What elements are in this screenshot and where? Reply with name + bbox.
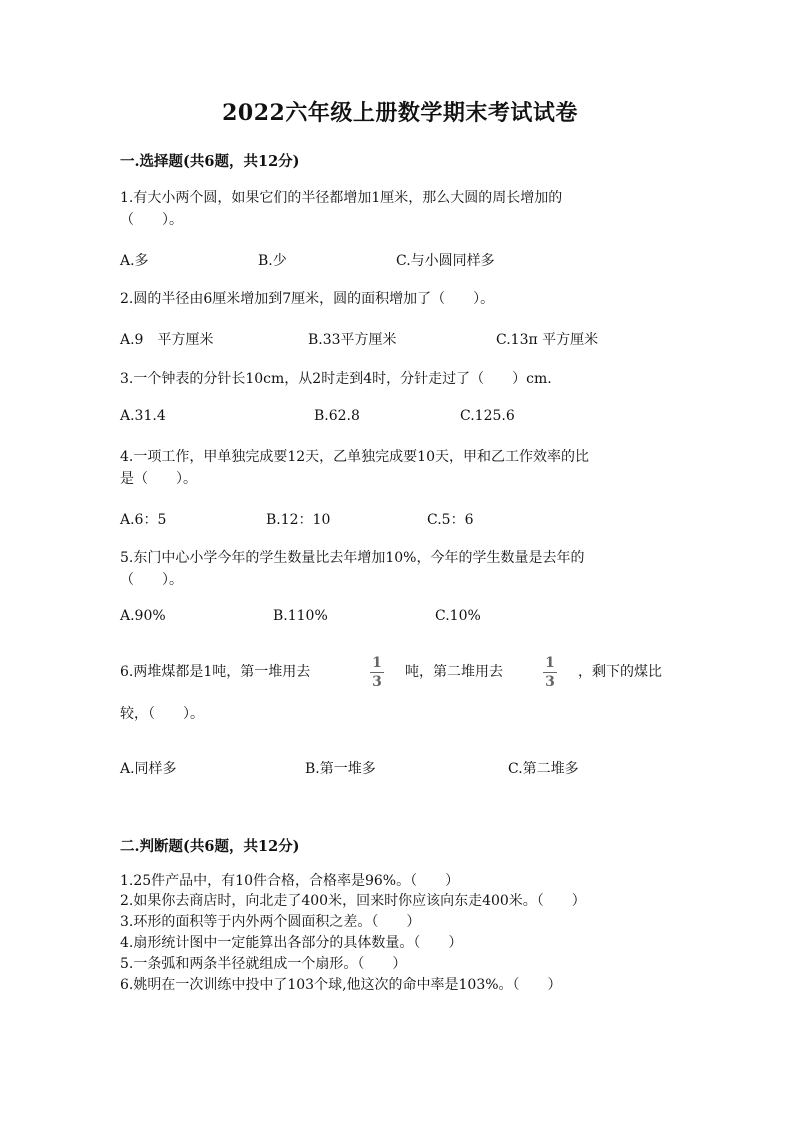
section-heading-choice: 一.选择题(共6题，共12分) bbox=[120, 153, 300, 170]
question-2 bbox=[120, 288, 690, 310]
option-a: A.90% bbox=[120, 608, 166, 624]
judge-item: 3.环形的面积等于内外两个圆面积之差。（ ） bbox=[120, 914, 421, 930]
question-text: 4.一项工作，甲单独完成要12天，乙单独完成要10天，甲和乙工作效率的比 bbox=[120, 449, 589, 465]
option-b: B.12：10 bbox=[266, 512, 331, 528]
option-c: C.第二堆多 bbox=[508, 761, 579, 777]
question-text: 2.圆的半径由6厘米增加到7厘米，圆的面积增加了（ ）。 bbox=[120, 291, 495, 307]
option-c: C.13π 平方厘米 bbox=[496, 332, 599, 348]
question-6-text: ，剩下的煤比 bbox=[578, 664, 662, 680]
question-text: 3.一个钟表的分针长10cm，从2时走到4时，分针走过了（ ）cm. bbox=[120, 371, 552, 387]
option-a: A.同样多 bbox=[120, 761, 177, 777]
question-6-text: 6.两堆煤都是1吨，第一堆用去 bbox=[120, 664, 311, 680]
question-text-cont: （ ）。 bbox=[120, 212, 183, 228]
fraction-numerator: 1 bbox=[372, 655, 382, 671]
option-b: B.第一堆多 bbox=[305, 761, 376, 777]
section-heading-judge: 二.判断题(共6题，共12分) bbox=[120, 838, 300, 855]
question-1 bbox=[120, 187, 690, 231]
option-a: A.6：5 bbox=[120, 512, 167, 528]
option-a: A.9 平方厘米 bbox=[120, 332, 214, 348]
option-c: C.5：6 bbox=[427, 512, 474, 528]
fraction-bar bbox=[370, 672, 384, 673]
question-3 bbox=[120, 368, 690, 390]
option-c: C.10% bbox=[435, 608, 481, 624]
option-a: A.31.4 bbox=[120, 408, 166, 424]
judge-item: 5.一条弧和两条半径就组成一个扇形。（ ） bbox=[120, 956, 407, 972]
option-b: B.62.8 bbox=[314, 408, 360, 424]
option-c: C.与小圆同样多 bbox=[396, 253, 495, 269]
option-a: A.多 bbox=[120, 253, 149, 269]
fraction-one-third bbox=[541, 655, 559, 690]
option-b: B.少 bbox=[258, 253, 287, 269]
judge-item: 2.如果你去商店时，向北走了400米，回来时你应该向东走400米。（ ） bbox=[120, 893, 586, 909]
question-5 bbox=[120, 547, 690, 591]
question-4 bbox=[120, 446, 690, 490]
question-text: 1.有大小两个圆，如果它们的半径都增加1厘米，那么大圆的周长增加的 bbox=[120, 190, 563, 206]
fraction-numerator: 1 bbox=[545, 655, 555, 671]
option-b: B.110% bbox=[273, 608, 328, 624]
question-6-text: 吨，第二堆用去 bbox=[405, 664, 503, 680]
fraction-denominator: 3 bbox=[545, 674, 555, 690]
fraction-denominator: 3 bbox=[372, 674, 382, 690]
judge-item: 6.姚明在一次训练中投中了103个球,他这次的命中率是103%。（ ） bbox=[120, 977, 562, 993]
judge-item: 4.扇形统计图中一定能算出各部分的具体数量。（ ） bbox=[120, 935, 463, 951]
fraction-bar bbox=[543, 672, 557, 673]
fraction-one-third bbox=[368, 655, 386, 690]
question-text: 5.东门中心小学今年的学生数量比去年增加10%，今年的学生数量是去年的 bbox=[120, 550, 585, 566]
page-title: 2022六年级上册数学期末考试试卷 bbox=[222, 100, 578, 126]
option-c: C.125.6 bbox=[460, 408, 515, 424]
judge-item: 1.25件产品中，有10件合格，合格率是96%。（ ） bbox=[120, 873, 460, 889]
option-b: B.33平方厘米 bbox=[308, 332, 397, 348]
question-text-cont: （ ）。 bbox=[120, 572, 183, 588]
question-text-cont: 是（ ）。 bbox=[120, 471, 197, 487]
question-text-cont: 较，（ ）。 bbox=[120, 706, 204, 722]
